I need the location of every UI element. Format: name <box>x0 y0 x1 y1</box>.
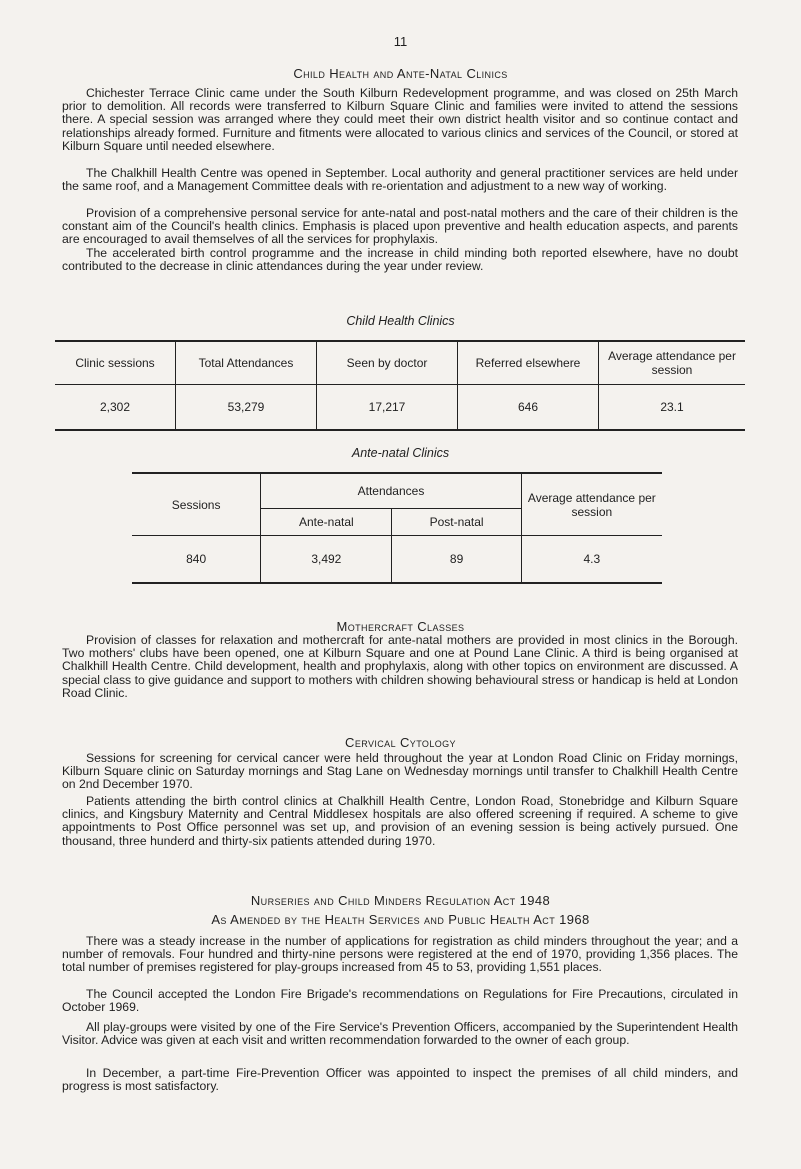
paragraph: The Council accepted the London Fire Brigade's recommendations on Regulations for Fire Precautions, circulated in October 1969. <box>62 987 738 1015</box>
child-health-clinics-table <box>55 340 745 431</box>
heading-cervical-cytology: Cervical Cytology <box>345 735 456 750</box>
column-header: Ante-natal <box>261 509 392 536</box>
table-cell: 646 <box>458 385 599 431</box>
column-header: Seen by doctor <box>317 341 458 385</box>
ante-natal-clinics-table <box>132 472 662 584</box>
table-cell: 4.3 <box>521 536 662 584</box>
table-cell: 2,302 <box>99 400 131 414</box>
column-header: Attendances <box>261 473 521 509</box>
table-cell: 23.1 <box>599 385 746 431</box>
column-header: Clinic sessions <box>55 341 176 385</box>
table-header-row <box>132 473 662 509</box>
table-cell: 840 <box>132 536 261 584</box>
table-caption: Child Health Clinics <box>346 314 455 328</box>
heading-nurseries: Nurseries and Child Minders Regulation Act 1948 <box>250 893 551 908</box>
table-cell: 53,279 <box>176 385 317 431</box>
column-header: Average attendance per session <box>599 341 746 385</box>
paragraph: The accelerated birth control programme and the increase in child minding both reported elsewhere, have no doubt contributed to the decrease in clinic attendances during the year under review. <box>62 246 738 274</box>
table-row <box>132 536 662 584</box>
subheading-amended: As Amended by the Health Services and Public Health Act 1968 <box>211 912 590 927</box>
heading-mothercraft: Mothercraft Classes <box>336 619 465 634</box>
heading-child-health: Child Health and Ante-Natal Clinics <box>293 66 508 81</box>
column-header: Total Attendances <box>176 341 317 385</box>
table-cell: 17,217 <box>317 385 458 431</box>
page-number: 11 <box>393 34 408 49</box>
column-header: Referred elsewhere <box>458 341 599 385</box>
paragraph: All play-groups were visited by one of the Fire Service's Prevention Officers, accompanied by the Superintendent Health Visitor. Advice was given at each visit and written recommendation forwarded to the owner of each group. <box>62 1020 738 1048</box>
column-header: Post-natal <box>392 509 521 536</box>
paragraph: Sessions for screening for cervical cancer were held throughout the year at London Road Clinic on Friday mornings, Kilburn Square clinic on Saturday mornings and Stag Lane on Wednesday mornings until transfer to Chalkhill Health Centre on 2nd December 1970. <box>62 751 738 792</box>
table-cell: 89 <box>392 536 521 584</box>
paragraph: Patients attending the birth control clinics at Chalkhill Health Centre, London Road, Stonebridge and Kilburn Square clinics, and Kingsbury Maternity and Central Middlesex hospitals are also offered screening if required. A scheme to give appointments to Post Office personnel was set up, and provision of an evening session is being actively pursued. One thousand, three hunderd and thirty-six patients attended during 1970. <box>62 794 738 848</box>
table-cell: 3,492 <box>261 536 392 584</box>
table-header-row <box>55 341 745 385</box>
paragraph: The Chalkhill Health Centre was opened in September. Local authority and general practitioner services are held under the same roof, and a Management Committee deals with re-orientation and adjustment to a new way of working. <box>62 166 738 194</box>
paragraph: In December, a part-time Fire-Prevention Officer was appointed to inspect the premises of all child minders, and progress is most satisfactory. <box>62 1066 738 1094</box>
paragraph: Provision of a comprehensive personal service for ante-natal and post-natal mothers and the care of their children is the constant aim of the Council's health clinics. Emphasis is placed upon preventive and health education aspects, and parents are encouraged to avail themselves of all the services for prophylaxis. <box>62 206 738 247</box>
paragraph: There was a steady increase in the number of applications for registration as child minders throughout the year; and a number of removals. Four hundred and thirty-nine persons were registered at the end of 1970, providing 1,356 places. The total number of premises registered for play-groups increased from 45 to 53, providing 1,551 places. <box>62 934 738 975</box>
table-row <box>55 385 745 431</box>
paragraph: Chichester Terrace Clinic came under the South Kilburn Redevelopment programme, and was closed on 25th March prior to demolition. All records were transferred to Kilburn Square Clinic and families were invited to attend the sessions there. A special session was arranged where they could meet their own district health visitor and so continue contact and relationships already formed. Furniture and fitments were allocated to various clinics and services of the Council, or stored at Kilburn Square until needed elsewhere. <box>62 86 738 153</box>
column-header: Sessions <box>171 497 221 512</box>
paragraph: Provision of classes for relaxation and mothercraft for ante-natal mothers are provided in most clinics in the Borough. Two mothers' clubs have been opened, one at Kilburn Square and one at Pound Lane Clinic. A third is being organised at Chalkhill Health Centre. Child development, health and prophylaxis, along with other topics on environment are discussed. A special class to give guidance and support to mothers with children showing behavioural stress or handicap is held at London Road Clinic. <box>62 633 738 700</box>
table-caption: Ante-natal Clinics <box>351 446 450 460</box>
column-header: Average attendance per session <box>521 473 662 536</box>
